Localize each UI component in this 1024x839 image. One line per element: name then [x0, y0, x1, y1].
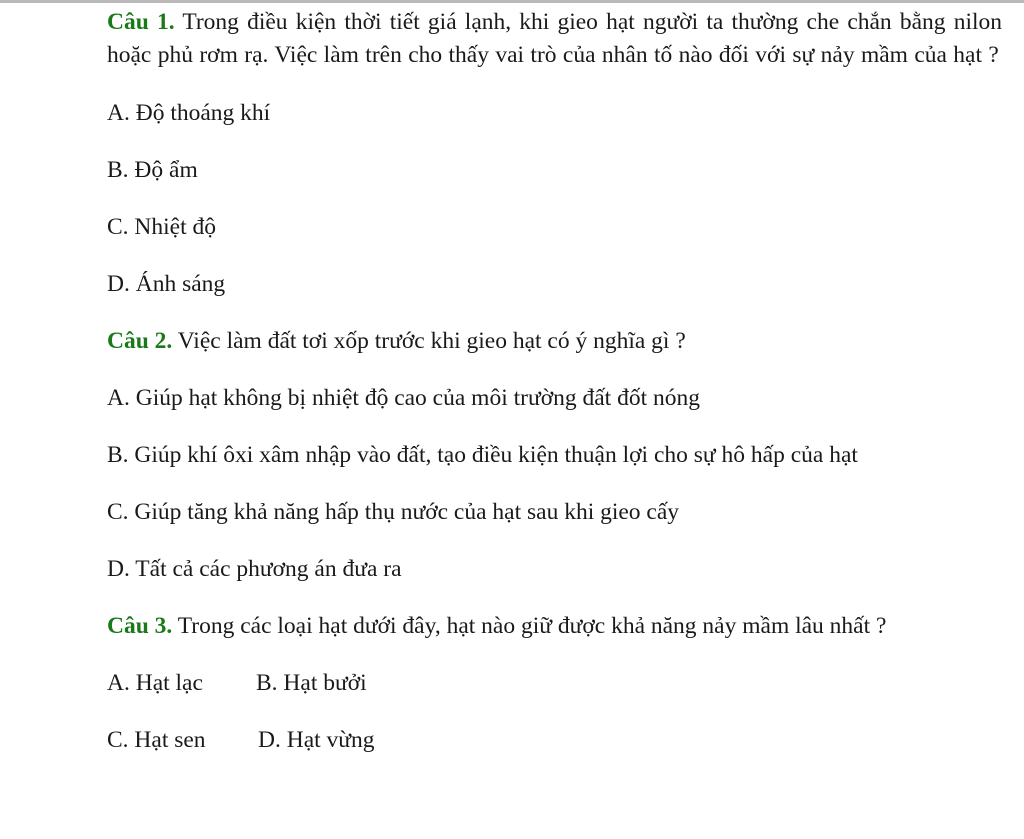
q2-option-a: A. Giúp hạt không bị nhiệt độ cao của môi trường đất đốt nóng — [107, 385, 700, 411]
q2-option-c: C. Giúp tăng khả năng hấp thụ nước của hạt sau khi gieo cấy — [107, 499, 680, 525]
question-3 — [107, 610, 1002, 643]
q1-option-a: A. Độ thoáng khí — [107, 100, 271, 126]
question-2-text: Việc làm đất tơi xốp trước khi gieo hạt có ý nghĩa gì ? — [177, 328, 686, 354]
q1-option-c: C. Nhiệt độ — [107, 214, 217, 240]
question-1 — [107, 6, 1002, 72]
q3-option-a: A. Hạt lạc — [107, 670, 203, 696]
question-1-text: Trong điều kiện thời tiết giá lạnh, khi gieo hạt người ta thường che chắn bằng nilon hoặc phủ rơm rạ. Việc làm trên cho thấy vai trò của nhân tố nào đối với sự nảy mầm của hạt ? — [107, 9, 1002, 68]
q2-option-b: B. Giúp khí ôxi xâm nhập vào đất, tạo điều kiện thuận lợi cho sự hô hấp của hạt — [107, 442, 858, 468]
question-3-number: Câu 3. — [107, 613, 173, 639]
q3-option-b: B. Hạt bưởi — [256, 670, 367, 696]
q3-options-row-1 — [107, 667, 1002, 700]
question-1-number: Câu 1. — [107, 9, 175, 35]
question-2 — [107, 325, 1002, 358]
q1-option-d: D. Ánh sáng — [107, 271, 226, 297]
question-3-text: Trong các loại hạt dưới đây, hạt nào giữ được khả năng nảy mầm lâu nhất ? — [177, 613, 887, 639]
top-divider — [0, 0, 1024, 3]
document-body — [107, 4, 1002, 757]
q2-option-d: D. Tất cả các phương án đưa ra — [107, 556, 402, 582]
q3-options-row-2 — [107, 724, 1002, 757]
q1-option-b: B. Độ ẩm — [107, 157, 198, 183]
q3-option-d: D. Hạt vừng — [258, 727, 375, 753]
question-2-number: Câu 2. — [107, 328, 173, 354]
q3-option-c: C. Hạt sen — [107, 727, 206, 753]
